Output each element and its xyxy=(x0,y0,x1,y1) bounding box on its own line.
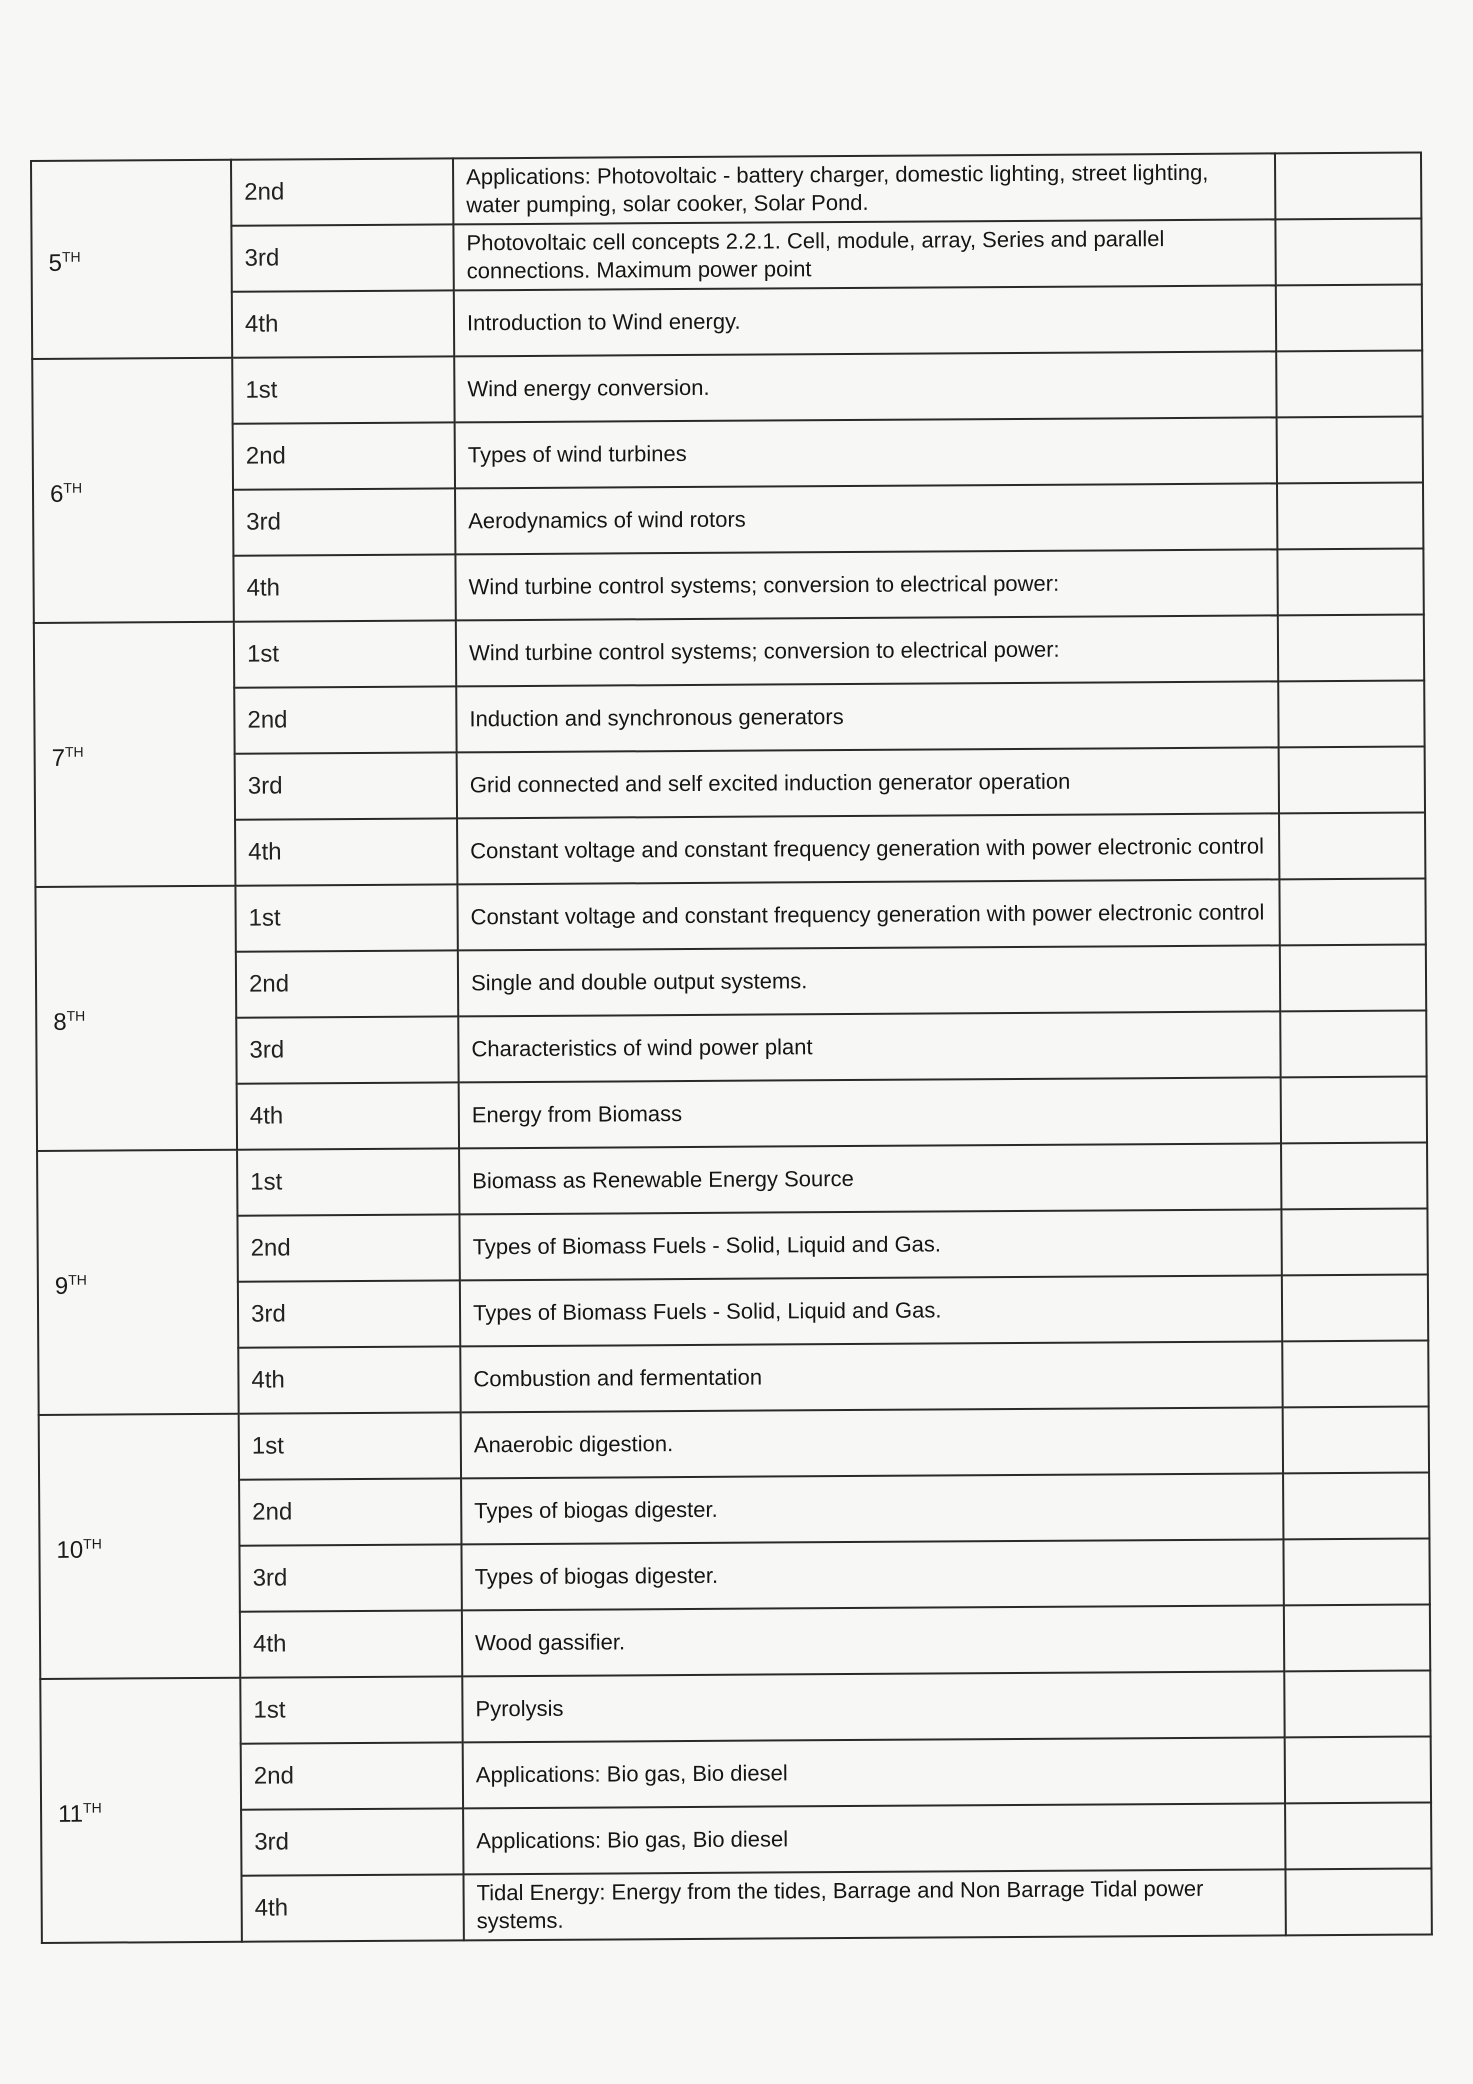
week-suffix: TH xyxy=(64,743,84,760)
week-suffix: TH xyxy=(63,479,83,496)
remarks-cell xyxy=(1277,548,1423,615)
table-row xyxy=(39,1406,1429,1480)
day-cell: 4th xyxy=(232,290,454,357)
day-cell: 4th xyxy=(238,1346,460,1413)
week-cell xyxy=(37,1150,239,1415)
week-number: 7 xyxy=(51,744,66,772)
table-row xyxy=(39,1472,1429,1546)
day-cell: 3rd xyxy=(239,1544,461,1611)
remarks-cell xyxy=(1277,482,1423,549)
topic-cell: Grid connected and self excited induction generator operation xyxy=(457,747,1279,818)
remarks-cell xyxy=(1278,614,1424,681)
remarks-cell xyxy=(1285,1802,1431,1869)
topic-cell: Constant voltage and constant frequency generation with power electronic control xyxy=(457,879,1279,950)
table-row xyxy=(35,878,1425,952)
topic-cell: Introduction to Wind energy. xyxy=(454,285,1276,356)
topic-cell: Anaerobic digestion. xyxy=(461,1407,1283,1478)
remarks-cell xyxy=(1285,1868,1431,1935)
remarks-cell xyxy=(1283,1472,1429,1539)
table-row xyxy=(34,680,1424,754)
table-row xyxy=(31,153,1421,227)
topic-cell: Wind energy conversion. xyxy=(454,351,1276,422)
day-cell: 2nd xyxy=(236,950,458,1017)
day-cell: 2nd xyxy=(233,422,455,489)
week-number: 5 xyxy=(48,249,63,277)
topic-cell: Applications: Bio gas, Bio diesel xyxy=(463,1803,1285,1874)
day-cell: 4th xyxy=(240,1610,462,1677)
day-cell: 3rd xyxy=(231,224,453,291)
day-cell: 4th xyxy=(233,554,455,621)
table-row xyxy=(37,1076,1427,1150)
remarks-cell xyxy=(1279,812,1425,879)
remarks-cell xyxy=(1276,350,1422,417)
day-cell: 4th xyxy=(241,1874,463,1941)
week-cell xyxy=(31,160,232,359)
table-row xyxy=(32,285,1422,359)
topic-cell: Tidal Energy: Energy from the tides, Barrage and Non Barrage Tidal power systems. xyxy=(463,1869,1285,1940)
table-row xyxy=(33,416,1423,490)
table-row xyxy=(38,1274,1428,1348)
topic-cell: Aerodynamics of wind rotors xyxy=(455,483,1277,554)
remarks-cell xyxy=(1284,1604,1430,1671)
week-number: 8 xyxy=(53,1008,67,1036)
topic-cell: Types of biogas digester. xyxy=(461,1539,1283,1610)
table-row xyxy=(41,1868,1431,1942)
topic-cell: Types of Biomass Fuels - Solid, Liquid and Gas. xyxy=(460,1275,1282,1346)
week-cell xyxy=(34,622,236,887)
table-row xyxy=(34,614,1424,688)
remarks-cell xyxy=(1280,1010,1426,1077)
table-row xyxy=(36,1010,1426,1084)
topic-cell: Types of wind turbines xyxy=(455,417,1277,488)
day-cell: 2nd xyxy=(237,1214,459,1281)
topic-cell: Combustion and fermentation xyxy=(460,1341,1282,1412)
table-row xyxy=(35,812,1425,886)
day-cell: 4th xyxy=(237,1082,459,1149)
topic-cell: Wind turbine control systems; conversion to electrical power: xyxy=(456,615,1278,686)
remarks-cell xyxy=(1279,878,1425,945)
table-row xyxy=(33,482,1423,556)
remarks-cell xyxy=(1281,1076,1427,1143)
topic-cell: Types of biogas digester. xyxy=(461,1473,1283,1544)
day-cell: 1st xyxy=(240,1676,462,1743)
day-cell: 1st xyxy=(232,356,454,423)
day-cell: 3rd xyxy=(233,488,455,555)
day-cell: 1st xyxy=(237,1148,459,1215)
week-cell xyxy=(32,358,234,623)
table-row xyxy=(39,1538,1429,1612)
day-cell: 1st xyxy=(239,1412,461,1479)
day-cell: 1st xyxy=(235,884,457,951)
table-row xyxy=(38,1340,1428,1414)
day-cell: 2nd xyxy=(239,1478,461,1545)
remarks-cell xyxy=(1278,680,1424,747)
topic-cell: Photovoltaic cell concepts 2.2.1. Cell, module, array, Series and parallel connections. Maximum power point xyxy=(453,219,1275,290)
week-cell xyxy=(40,1678,242,1943)
table-row xyxy=(40,1670,1430,1744)
day-cell: 4th xyxy=(235,818,457,885)
table-row xyxy=(35,746,1425,820)
table-row xyxy=(40,1604,1430,1678)
table-row xyxy=(41,1736,1431,1810)
table-row xyxy=(36,944,1426,1018)
topic-cell: Characteristics of wind power plant xyxy=(458,1011,1280,1082)
table-row xyxy=(37,1142,1427,1216)
remarks-cell xyxy=(1275,153,1421,220)
week-cell xyxy=(39,1414,241,1679)
topic-cell: Induction and synchronous generators xyxy=(456,681,1278,752)
topic-cell: Types of Biomass Fuels - Solid, Liquid and Gas. xyxy=(459,1209,1281,1280)
remarks-cell xyxy=(1282,1274,1428,1341)
day-cell: 2nd xyxy=(231,158,453,225)
remarks-cell xyxy=(1277,416,1423,483)
remarks-cell xyxy=(1280,944,1426,1011)
table-row xyxy=(32,350,1422,424)
remarks-cell xyxy=(1279,746,1425,813)
remarks-cell xyxy=(1283,1406,1429,1473)
week-cell xyxy=(35,886,237,1151)
remarks-cell xyxy=(1283,1538,1429,1605)
remarks-cell xyxy=(1284,1670,1430,1737)
day-cell: 3rd xyxy=(241,1808,463,1875)
topic-cell: Applications: Photovoltaic - battery charger, domestic lighting, street lighting, water pumping, solar cooker, Solar Pond. xyxy=(453,153,1275,224)
topic-cell: Wind turbine control systems; conversion to electrical power: xyxy=(455,549,1277,620)
week-suffix: TH xyxy=(66,1007,86,1024)
week-suffix: TH xyxy=(68,1271,87,1288)
table-row xyxy=(41,1802,1431,1876)
day-cell: 3rd xyxy=(235,752,457,819)
remarks-cell xyxy=(1276,285,1422,352)
topic-cell: Energy from Biomass xyxy=(459,1077,1281,1148)
lesson-plan-body xyxy=(31,153,1432,1943)
week-suffix: TH xyxy=(82,1799,102,1816)
lesson-plan-table xyxy=(30,151,1433,1943)
day-cell: 1st xyxy=(234,620,456,687)
week-suffix: TH xyxy=(61,248,81,265)
remarks-cell xyxy=(1285,1736,1431,1803)
document-sheet xyxy=(30,152,1431,1944)
topic-cell: Constant voltage and constant frequency generation with power electronic control xyxy=(457,813,1279,884)
week-number: 11 xyxy=(58,1800,84,1828)
week-number: 9 xyxy=(54,1272,69,1300)
remarks-cell xyxy=(1281,1142,1427,1209)
day-cell: 2nd xyxy=(241,1742,463,1809)
table-row xyxy=(31,219,1421,293)
topic-cell: Biomass as Renewable Energy Source xyxy=(459,1143,1281,1214)
week-suffix: TH xyxy=(83,1535,102,1552)
topic-cell: Wood gassifier. xyxy=(462,1605,1284,1676)
topic-cell: Pyrolysis xyxy=(462,1671,1284,1742)
week-number: 6 xyxy=(49,480,64,508)
week-number: 10 xyxy=(56,1536,84,1564)
day-cell: 3rd xyxy=(236,1016,458,1083)
remarks-cell xyxy=(1282,1340,1428,1407)
table-row xyxy=(33,548,1423,622)
day-cell: 2nd xyxy=(234,686,456,753)
day-cell: 3rd xyxy=(238,1280,460,1347)
table-row xyxy=(37,1208,1427,1282)
remarks-cell xyxy=(1281,1208,1427,1275)
topic-cell: Single and double output systems. xyxy=(458,945,1280,1016)
remarks-cell xyxy=(1275,219,1421,286)
topic-cell: Applications: Bio gas, Bio diesel xyxy=(463,1737,1285,1808)
